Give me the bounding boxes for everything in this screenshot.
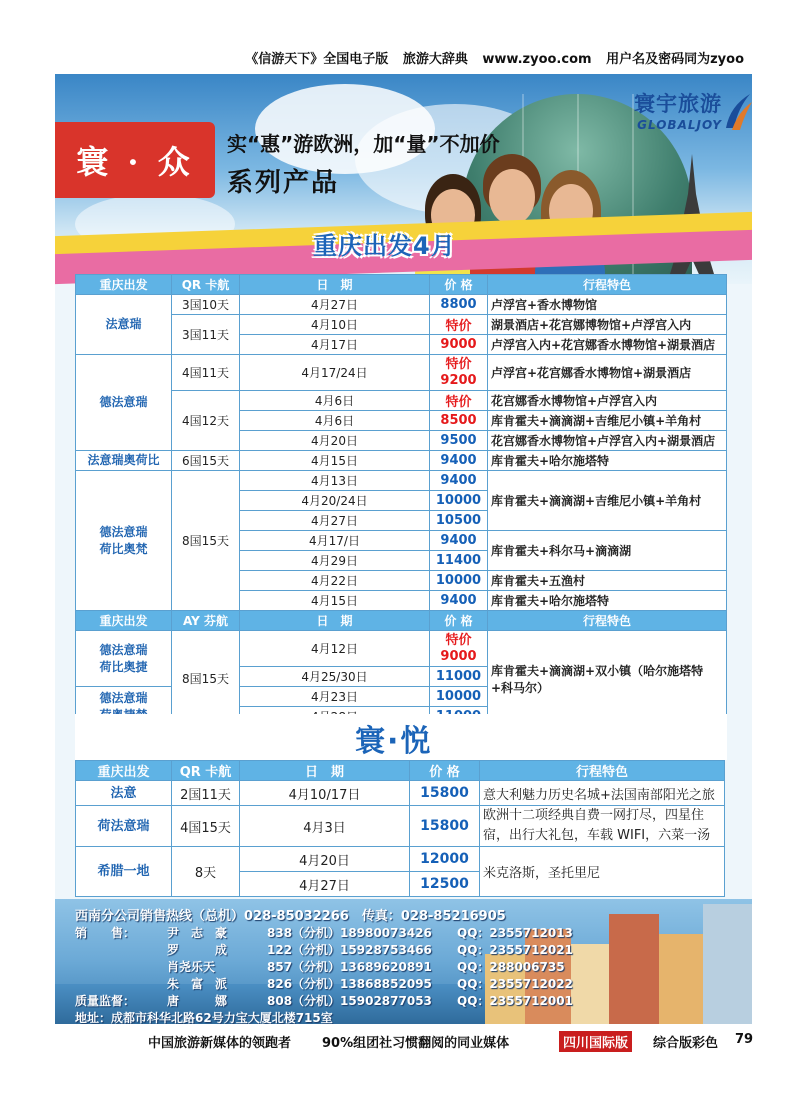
sales-hotline: 西南分公司销售热线（总机）028-85032266 传真：028-85216905: [75, 909, 506, 924]
price-cell: 8800: [430, 295, 488, 315]
price-cell: 9000: [430, 335, 488, 355]
date-cell: 4月15日: [240, 591, 430, 611]
hero-image: [55, 74, 752, 284]
date-cell: 4月27日: [240, 511, 430, 531]
table-row: [76, 355, 727, 391]
qa-label: 质量监督：: [75, 994, 136, 1008]
col-departure: 重庆出发: [76, 761, 172, 781]
col-date: 日 期: [240, 761, 410, 781]
col-airline: QR 卡航: [172, 275, 240, 295]
contact-block: [75, 908, 573, 1024]
col-airline: QR 卡航: [172, 761, 240, 781]
date-cell: 4月27日: [240, 295, 430, 315]
date-cell: 4月20日: [240, 431, 430, 451]
price-special: 特价: [445, 632, 472, 648]
feature-cell: 库肯霍夫+哈尔施塔特: [488, 451, 727, 471]
table-row: [76, 781, 725, 806]
table-row: [76, 451, 727, 471]
feature-cell: 库肯霍夫+滴滴湖+吉维尼小镇+羊角村: [488, 411, 727, 431]
feature-cell: 卢浮宫+花宫娜香水博物馆+湖景酒店: [488, 355, 727, 391]
contact-qq: QQ：2355712013: [457, 926, 573, 940]
duration-cell: 8国15天: [172, 471, 240, 611]
duration-cell: 3国10天: [172, 295, 240, 315]
contact-qq: QQ：2355712022: [457, 977, 573, 991]
series-title: 系列产品: [227, 168, 340, 198]
route-cell: [76, 631, 172, 687]
contact-name: 肖尧乐天: [167, 960, 216, 974]
site-link[interactable]: www.zyoo.com: [482, 52, 592, 67]
contact-qq: QQ：2355712001: [457, 994, 573, 1008]
date-cell: 4月15日: [240, 451, 430, 471]
contact-name: 唐 娜: [167, 994, 228, 1008]
brand-logo: [634, 88, 722, 132]
duration-cell: 8天: [172, 847, 240, 897]
route-cell: 法意: [76, 781, 172, 806]
duration-cell: 2国11天: [172, 781, 240, 806]
price-cell: 10500: [430, 511, 488, 531]
price-cell: 15800: [410, 781, 480, 806]
price-value: 9000: [440, 648, 477, 664]
duration-cell: 4国12天: [172, 391, 240, 451]
route-line: 德法意瑞: [99, 642, 148, 657]
contact-name: 朱 富 派: [167, 977, 228, 991]
price-cell: 9400: [430, 471, 488, 491]
table-row: [76, 471, 727, 491]
date-cell: 4月6日: [240, 391, 430, 411]
joy-series-title: 寰·悦: [355, 724, 433, 759]
brand-name-cn: 寰宇旅游: [634, 92, 722, 116]
date-cell: 4月17日: [240, 335, 430, 355]
price-cell: 10000: [430, 687, 488, 707]
route-line: 荷比奥捷: [99, 659, 148, 674]
col-price: 价 格: [410, 761, 480, 781]
col-departure: 重庆出发: [76, 611, 172, 631]
date-cell: 4月12日: [240, 631, 430, 667]
itinerary-table-1: [75, 274, 727, 727]
price-cell: 15800: [410, 806, 480, 847]
table-row: [76, 391, 727, 411]
table-header-row: [76, 761, 725, 781]
slogan: 实“惠”游欧洲，加“量”不加价: [227, 132, 500, 156]
feature-cell: 花宫娜香水博物馆+卢浮宫入内+湖景酒店: [488, 431, 727, 451]
contact-phone: 122（分机）15928753466: [267, 943, 432, 957]
table-row: [76, 295, 727, 315]
route-line: 荷比奥梵: [99, 541, 148, 556]
table-row: [76, 631, 727, 667]
col-price: 价 格: [430, 275, 488, 295]
col-price: 价 格: [430, 611, 488, 631]
col-features: 行程特色: [480, 761, 725, 781]
route-cell: 德法意瑞: [76, 355, 172, 451]
feature-cell: 库肯霍夫+科尔马+滴滴湖: [488, 531, 727, 571]
date-cell: 4月25/30日: [240, 667, 430, 687]
table-row: [76, 315, 727, 335]
top-banner: [0, 48, 800, 67]
contact-name: 罗 成: [167, 943, 228, 957]
date-cell: 4月13日: [240, 471, 430, 491]
feature-cell: 库肯霍夫+滴滴湖+双小镇（哈尔施塔特+科马尔）: [488, 631, 727, 727]
contact-row: [75, 942, 573, 959]
price-cell: 9500: [430, 431, 488, 451]
date-cell: 4月10日: [240, 315, 430, 335]
price-special: 特价: [445, 356, 472, 372]
price-cell: 11400: [430, 551, 488, 571]
price-cell: 10000: [430, 571, 488, 591]
magazine-title: 《信游天下》全国电子版: [245, 52, 389, 67]
address: 地址：成都市科华北路62号力宝大厦北楼715室: [75, 1011, 333, 1024]
date-cell: 4月27日: [240, 872, 410, 897]
price-cell: 特价: [430, 391, 488, 411]
price-cell: 10000: [430, 491, 488, 511]
contact-phone: 826（分机）13868852095: [267, 977, 432, 991]
duration-cell: 4国15天: [172, 806, 240, 847]
contact-row: [75, 976, 573, 993]
price-cell: 12500: [410, 872, 480, 897]
brand-name-en: GLOBALJOY: [637, 118, 722, 132]
price-cell: 11000: [430, 667, 488, 687]
itinerary-table-2: [75, 760, 725, 897]
departure-banner: 重庆出发4月: [313, 232, 456, 260]
login-note: 用户名及密码同为zyoo: [606, 52, 744, 67]
footer-tagline-2: 90%组团社习惯翻阅的同业媒体: [322, 1036, 510, 1051]
section-label: 综合版彩色: [653, 1036, 719, 1051]
contact-qq: QQ：2355712021: [457, 943, 573, 957]
col-features: 行程特色: [488, 275, 727, 295]
date-cell: 4月10/17日: [240, 781, 410, 806]
date-cell: 4月6日: [240, 411, 430, 431]
table-row: [76, 806, 725, 847]
feature-cell: 卢浮宫入内+花宫娜香水博物馆+湖景酒店: [488, 335, 727, 355]
price-cell: 8500: [430, 411, 488, 431]
price-cell: 12000: [410, 847, 480, 872]
contact-phone: 808（分机）15902877053: [267, 994, 432, 1008]
route-line: 德法意瑞: [99, 690, 148, 705]
duration-cell: 3国11天: [172, 315, 240, 355]
route-cell: 法意瑞奥荷比: [76, 451, 172, 471]
col-airline: AY 芬航: [172, 611, 240, 631]
date-cell: 4月17/日: [240, 531, 430, 551]
table-header-row: [76, 275, 727, 295]
price-cell: 9400: [430, 451, 488, 471]
contact-qq: QQ：288006735: [457, 960, 565, 974]
date-cell: 4月3日: [240, 806, 410, 847]
route-cell: 希腊一地: [76, 847, 172, 897]
feature-cell: 米克洛斯，圣托里尼: [480, 847, 725, 897]
date-cell: 4月29日: [240, 551, 430, 571]
edition-badge: 四川国际版: [559, 1031, 632, 1052]
table-header-row: [76, 611, 727, 631]
price-cell: [430, 355, 488, 391]
duration-cell: 4国11天: [172, 355, 240, 391]
feature-cell: 湖景酒店+花宫娜博物馆+卢浮宫入内: [488, 315, 727, 335]
contact-phone: 857（分机）13689620891: [267, 960, 432, 974]
price-cell: 特价: [430, 315, 488, 335]
price-cell: 9400: [430, 531, 488, 551]
feature-cell: 欧洲十二项经典自费一网打尽，四星住宿，出行大礼包，车载 WIFI，六菜一汤: [480, 806, 725, 847]
col-date: 日 期: [240, 611, 430, 631]
feature-cell: 卢浮宫+香水博物馆: [488, 295, 727, 315]
feature-cell: 意大利魅力历史名城+法国南部阳光之旅: [480, 781, 725, 806]
price-cell: [430, 631, 488, 667]
date-cell: 4月20/24日: [240, 491, 430, 511]
advertisement: [55, 74, 752, 1024]
date-cell: 4月17/24日: [240, 355, 430, 391]
feature-cell: 库肯霍夫+滴滴湖+吉维尼小镇+羊角村: [488, 471, 727, 531]
col-date: 日 期: [240, 275, 430, 295]
contact-row: [75, 959, 573, 976]
contact-phone: 838（分机）18980073426: [267, 926, 432, 940]
dictionary-title: 旅游大辞典: [402, 52, 468, 67]
feature-cell: 库肯霍夫+哈尔施塔特: [488, 591, 727, 611]
route-cell: 法意瑞: [76, 295, 172, 355]
col-features: 行程特色: [488, 611, 727, 631]
route-cell: [76, 471, 172, 611]
wing-logo-icon: [722, 92, 752, 132]
date-cell: 4月20日: [240, 847, 410, 872]
price-cell: 9400: [430, 591, 488, 611]
price-value: 9200: [440, 372, 477, 388]
col-departure: 重庆出发: [76, 275, 172, 295]
contact-row: [75, 993, 573, 1010]
route-cell: 荷法意瑞: [76, 806, 172, 847]
contact-row: [75, 925, 573, 942]
table-row: [76, 847, 725, 872]
series-badge: 寰 · 众: [55, 122, 215, 198]
duration-cell: 8国15天: [172, 631, 240, 727]
feature-cell: 花宫娜香水博物馆+卢浮宫入内: [488, 391, 727, 411]
page-number: 79: [735, 1032, 754, 1047]
date-cell: 4月23日: [240, 687, 430, 707]
duration-cell: 6国15天: [172, 451, 240, 471]
feature-cell: 库肯霍夫+五渔村: [488, 571, 727, 591]
date-cell: 4月22日: [240, 571, 430, 591]
route-line: 德法意瑞: [99, 524, 148, 539]
footer-tagline-1: 中国旅游新媒体的领跑者: [148, 1036, 292, 1051]
sales-label: 销 售：: [75, 926, 136, 940]
contact-name: 尹 志 豪: [167, 926, 228, 940]
